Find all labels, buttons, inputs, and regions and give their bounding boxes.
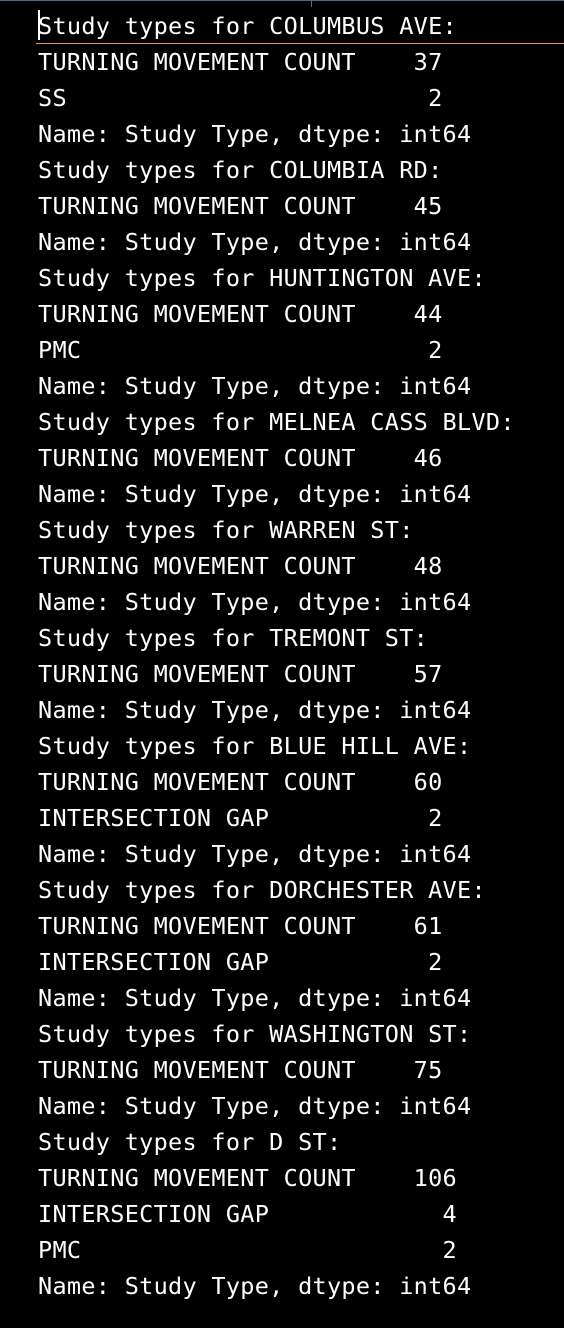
output-line: Study types for HUNTINGTON AVE: — [38, 264, 486, 292]
output-line: Name: Study Type, dtype: int64 — [38, 984, 472, 1012]
output-line: Name: Study Type, dtype: int64 — [38, 1092, 472, 1120]
output-line: Name: Study Type, dtype: int64 — [38, 588, 472, 616]
output-line: INTERSECTION GAP 2 — [38, 948, 443, 976]
output-line: Name: Study Type, dtype: int64 — [38, 696, 472, 724]
output-line: TURNING MOVEMENT COUNT 46 — [38, 444, 443, 472]
output-line: PMC 2 — [38, 1236, 457, 1264]
output-line: Study types for WASHINGTON ST: — [38, 1020, 472, 1048]
output-line: TURNING MOVEMENT COUNT 44 — [38, 300, 443, 328]
output-line: TURNING MOVEMENT COUNT 45 — [38, 192, 443, 220]
output-line: Study types for COLUMBIA RD: — [38, 156, 443, 184]
output-line: Study types for DORCHESTER AVE: — [38, 876, 486, 904]
output-line: Name: Study Type, dtype: int64 — [38, 372, 472, 400]
output-line: Name: Study Type, dtype: int64 — [38, 840, 472, 868]
output-line: PMC 2 — [38, 336, 443, 364]
output-line: Study types for MELNEA CASS BLVD: — [38, 408, 515, 436]
output-line: Name: Study Type, dtype: int64 — [38, 228, 472, 256]
column-divider-tick — [311, 0, 312, 7]
output-line: SS 2 — [38, 84, 443, 112]
output-line: TURNING MOVEMENT COUNT 57 — [38, 660, 443, 688]
output-line: Study types for WARREN ST: — [38, 516, 414, 544]
output-line: Name: Study Type, dtype: int64 — [38, 1272, 472, 1300]
output-line: Study types for COLUMBUS AVE: — [38, 12, 457, 40]
output-line: TURNING MOVEMENT COUNT 48 — [38, 552, 443, 580]
output-line: Study types for BLUE HILL AVE: — [38, 732, 472, 760]
output-line: TURNING MOVEMENT COUNT 37 — [38, 48, 443, 76]
output-line: TURNING MOVEMENT COUNT 106 — [38, 1164, 457, 1192]
output-line: Name: Study Type, dtype: int64 — [38, 480, 472, 508]
cell-output-text[interactable] — [38, 8, 515, 1304]
output-line: Name: Study Type, dtype: int64 — [38, 120, 472, 148]
output-line: INTERSECTION GAP 4 — [38, 1200, 457, 1228]
output-line: Study types for D ST: — [38, 1128, 342, 1156]
output-line: TURNING MOVEMENT COUNT 61 — [38, 912, 443, 940]
output-line: INTERSECTION GAP 2 — [38, 804, 443, 832]
cell-top-rule — [0, 0, 564, 7]
output-line: TURNING MOVEMENT COUNT 75 — [38, 1056, 443, 1084]
output-line: TURNING MOVEMENT COUNT 60 — [38, 768, 443, 796]
output-line: Study types for TREMONT ST: — [38, 624, 429, 652]
